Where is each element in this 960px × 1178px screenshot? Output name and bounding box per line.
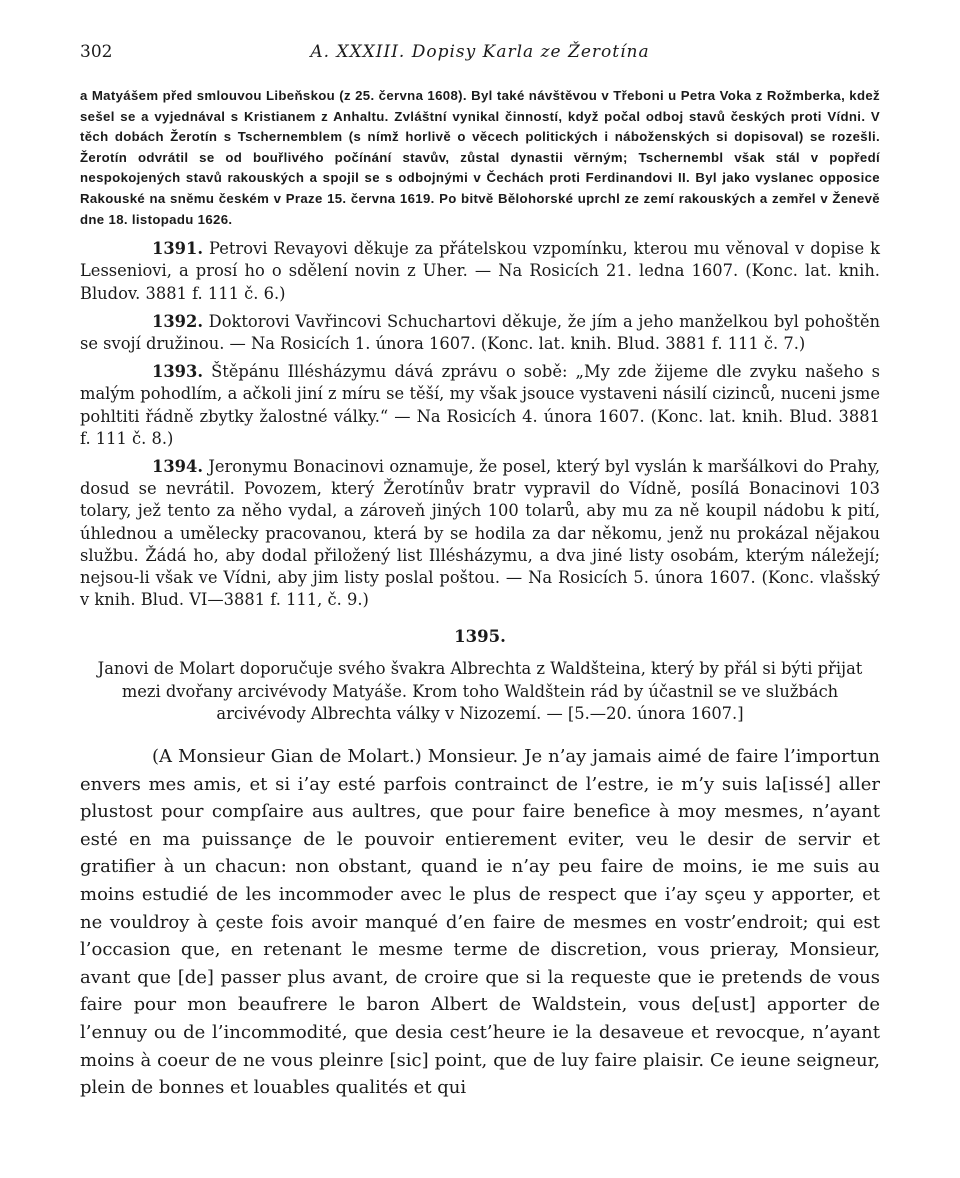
entry-number: 1393. [152,362,203,382]
regest-entry-1393 [80,361,880,450]
regest-entry-1391 [80,238,880,305]
entry-number: 1394. [152,456,203,476]
regest-entry-1394 [80,456,880,611]
entry-text: Jeronymu Bonacinovi oznamuje, že posel, který byl vyslán k maršálkovi do Prahy, dosud se nevrátil. Povozem, který Žerotínův bratr vypravil do Vídně, posílá Bonacinovi 103 tolary, jež tento za něho vydal, a zároveň jiných 100 tolarů, aby mu za ně koupil nádobu k pití, úhlednou a umělecky pracovanou, která by se hodila za dar někomu, jenž nu prokázal nějakou službu. Žádá ho, aby dodal přiložený list Illésházymu, a dva jiné listy osobám, kterým náležejí; nejsou-li však ve Vídni, aby jim listy poslal poštou. — Na Rosicích 5. února 1607. (Konc. vlašský v knih. Blud. VI—3881 f. 111, č. 9.) [80,456,880,610]
page-number: 302 [80,42,113,62]
document-number: 1395. [454,627,506,647]
entry-number: 1392. [152,311,203,331]
footnote-continuation [80,86,880,230]
entry-text: Petrovi Revayovi děkuje za přátelskou vzpomínku, kterou mu věnoval v dopise k Lesseniovi, a prosí ho o sdělení novin z Uher. — Na Rosicích 21. ledna 1607. (Konc. lat. knih. Bludov. 3881 f. 111 č. 6.) [80,239,881,303]
note-text: a Matyášem před smlouvou Libeňskou (z 25. června 1608). Byl také návštěvou v Třeboni u Petra Voka z Rožmberka, kdež sešel se a vyjednával s Kristianem z Anhaltu. Zvláštní vynikal činností, když počal odboj stavů českých proti Vídni. V těch dobách Žerotín s Tschernemblem (s nímž horlivě o věcech politických i náboženských si dopisoval) se rozešli. Žerotín odvrátil se od bouřlivého počínání stavův, zůstal dynastii věrným; Tschernembl však stál v popředí nespokojených stavů rakouských a spojil se s odbojnými v Čechách proti Ferdinandovi II. Byl jako vyslanec opposice Rakouské na sněmu českém v Praze 15. června 1619. Po bitvě Bělohorské uprchl ze zemí rakouských a zemřel v Ženevě dne 18. listopadu 1626. [80,88,880,227]
regest-list [80,238,880,611]
running-title: A. XXXIII. Dopisy Karla ze Žerotína [310,42,650,62]
regest-entry-1392 [80,311,880,355]
document-summary: Janovi de Molart doporučuje svého švakra Albrechta z Waldšteina, který by přál si býti přijat mezi dvořany arcivévody Matyáše. Krom toho Waldštein rád by účastnil se ve službách arcivévody Albrechta války v Nizozemí. — [5.—20. února 1607.] [97,659,863,723]
entry-text: Doktorovi Vavřincovi Schuchartovi děkuje, že jím a jeho manželkou byl pohoštěn se svojí družinou. — Na Rosicích 1. února 1607. (Konc. lat. knih. Blud. 3881 f. 111 č. 7.) [80,311,880,353]
running-header [80,38,880,68]
letter-text: (A Monsieur Gian de Molart.) Monsieur. Je n’ay jamais aimé de faire l’importun envers mes amis, et si i’ay esté parfois contrainct de l’estre, ie m’y suis la[issé] aller plustost pour compſaire aus aultres, que pour faire benefice à moy mesmes, n’ayant esté en ma puissançe de le pouvoir entierement eviter, veu le desir de servir et gratifier à un chacun: non obstant, quand ie n’ay peu faire de moins, ie me suis au moins estudié de les incommoder avec le plus de respect que i’ay sçeu y apporter, et ne vouldroy à çeste fois avoir manqué d’en faire de mesmes en vostr’endroit; qui est l’occasion que, en retenant le mesme terme de discretion, vous prieray, Monsieur, avant que [de] passer plus avant, de croire que si la requeste que ie pretends de vous faire pour mon beaufrere le baron Albert de Waldstein, vous de[ust] apporter de l’ennuy ou de l’incommodité, que desia cest’heure ie la desaveue et revocque, n’ayant moins à coeur de ne vous pleinre [sic] point, que de luy faire plaisir. Ce ieune seigneur, plein de bonnes et louables qualités et qui [80,746,880,1099]
page [80,38,880,1120]
entry-number: 1391. [152,239,203,259]
entry-text: Štěpánu Illésházymu dává zprávu o sobě: „My zde žijeme dle zvyku našeho s malým pohodlím, a ačkoli jiní z míru se těší, my však jsouce vystaveni násilí cizinců, nuceni jsme pohltiti řádně zbytky žalostné války.“ — Na Rosicích 4. února 1607. (Konc. lat. knih. Blud. 3881 f. 111 č. 8.) [80,362,880,448]
document-text [80,743,880,1102]
